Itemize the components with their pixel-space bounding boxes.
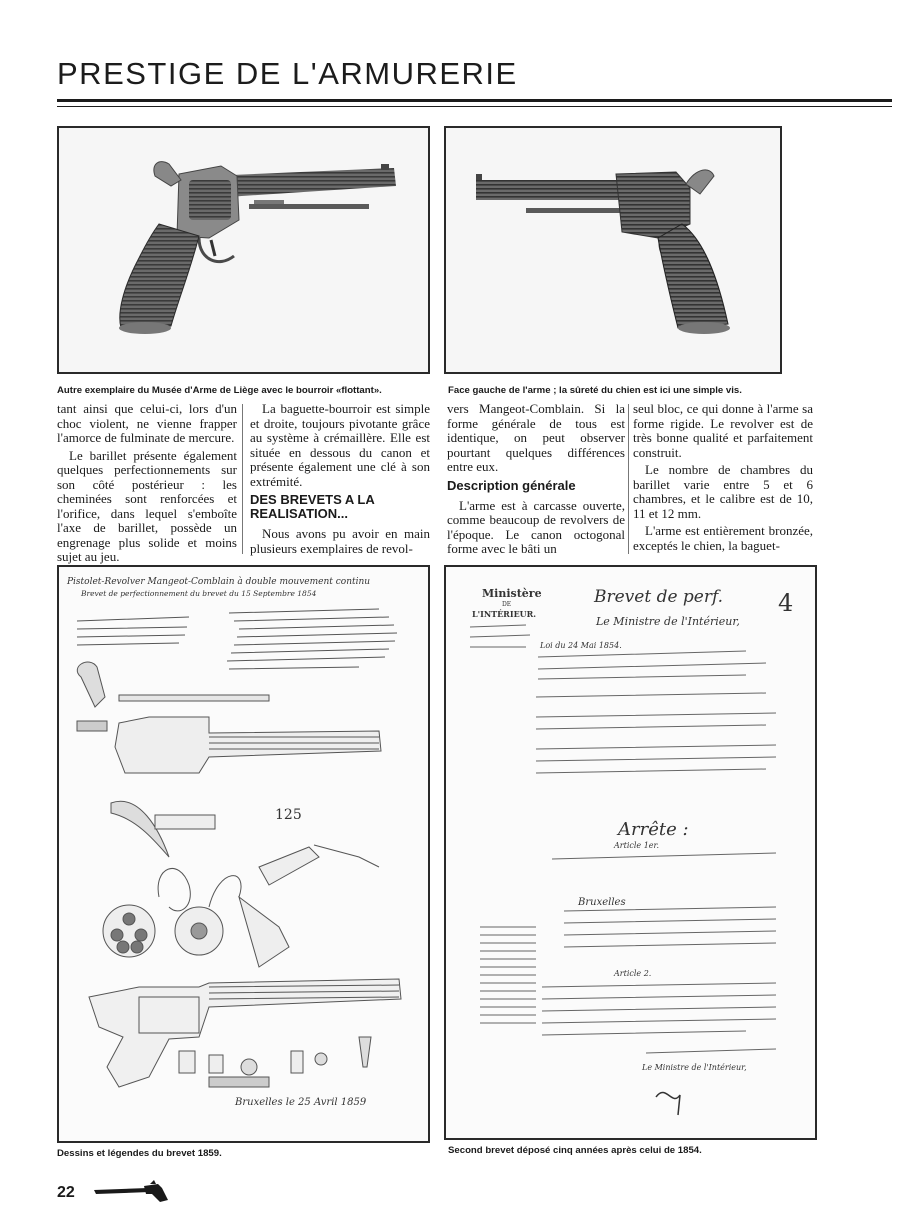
paragraph: La baguette-bourroir est simple et droite, toujours pivotante grâce au système à crémaillère. Elle est située en dessous du canon et présente également une clé à son extrémité. bbox=[250, 401, 430, 489]
patent-drawing-1859 bbox=[57, 565, 430, 1143]
section-heading: Description générale bbox=[447, 477, 576, 493]
text-column-2 bbox=[250, 402, 430, 559]
revolver-illustration bbox=[446, 128, 780, 372]
brevet-title: Brevet de perf. bbox=[594, 587, 724, 607]
drawing-heading: Pistolet-Revolver Mangeot-Comblain à double mouvement continu bbox=[67, 577, 371, 587]
text-column-4 bbox=[633, 402, 813, 556]
revolver-illustration bbox=[59, 128, 428, 372]
drawing-caption: Dessins et légendes du brevet 1859. bbox=[57, 1148, 222, 1159]
paragraph: tant ainsi que celui-ci, lors d'un choc violent, ne vienne frapper l'amorce de fulminate de mercure. bbox=[57, 401, 237, 445]
header-rule-thick bbox=[57, 99, 892, 102]
figure-number: 125 bbox=[275, 807, 302, 823]
place-label: Bruxelles bbox=[578, 897, 626, 908]
minister-heading: Le Ministre de l'Intérieur, bbox=[596, 615, 740, 628]
paragraph: Le barillet présente également quelques perfectionnements sur son côté postérieur : les cheminées sont renforcées et l'orifice, dans lequel s'emboîte l'axe de barillet, possède un engrenage plus solide et moins sujet au jeu. bbox=[57, 447, 237, 564]
paragraph: vers Mangeot-Comblain. Si la forme générale de tous est identique, on peut observer pourtant quelques différences entre eux. bbox=[447, 401, 625, 474]
article-2-label: Article 2. bbox=[614, 969, 652, 978]
patent-sketches bbox=[59, 567, 428, 1141]
law-reference: Loi du 24 Mai 1854. bbox=[540, 641, 622, 650]
text-column-1 bbox=[57, 402, 237, 568]
drawing-signature: Bruxelles le 25 Avril 1859 bbox=[235, 1097, 367, 1108]
pistol-icon bbox=[92, 1180, 170, 1204]
page-title: PRESTIGE DE L'ARMURERIE bbox=[57, 56, 518, 91]
photo-right-caption: Face gauche de l'arme ; la sûreté du chien est ici une simple vis. bbox=[448, 385, 742, 396]
arrete-label: Arrête : bbox=[618, 819, 689, 840]
page-number: 22 bbox=[57, 1184, 75, 1201]
text-column-3 bbox=[447, 402, 625, 560]
article-1-label: Article 1er. bbox=[614, 841, 660, 850]
column-divider bbox=[628, 404, 629, 554]
photo-left-caption: Autre exemplaire du Musée d'Arme de Liège avec le bourroir «flottant». bbox=[57, 385, 382, 396]
paragraph: L'arme est entièrement bronzée, exceptés le chien, la baguet- bbox=[633, 523, 813, 553]
closing-minister-line: Le Ministre de l'Intérieur, bbox=[642, 1063, 747, 1072]
paragraph: seul bloc, ce qui donne à l'arme sa forme rigide. Le revolver est de très bonne qualité et parfaitement construit. bbox=[633, 401, 813, 460]
ministry-de: DE bbox=[502, 601, 512, 608]
header-rule-thin bbox=[57, 106, 892, 107]
ministry-name: L'INTÉRIEUR. bbox=[472, 609, 537, 619]
drawing-subheading: Brevet de perfectionnement du brevet du 15 Septembre 1854 bbox=[81, 589, 317, 598]
revolver-photo-left-side bbox=[444, 126, 782, 374]
certificate-caption: Second brevet déposé cinq années après celui de 1854. bbox=[448, 1145, 702, 1156]
corner-mark: 4 bbox=[778, 589, 794, 617]
paragraph: L'arme est à carcasse ouverte, comme beaucoup de revolvers de l'époque. Le canon octogonal forme avec le bâti un bbox=[447, 497, 625, 556]
column-divider bbox=[242, 404, 243, 554]
revolver-photo-right-side bbox=[57, 126, 430, 374]
paragraph: Nous avons pu avoir en main plusieurs exemplaires de revol- bbox=[250, 526, 430, 556]
handwritten-lines bbox=[446, 567, 815, 1138]
section-heading: DES BREVETS A LA REALISATION... bbox=[250, 492, 375, 521]
paragraph: Le nombre de chambres du barillet varie entre 5 et 6 chambres, et le calibre est de 10, 11 et 12 mm. bbox=[633, 462, 813, 521]
patent-certificate bbox=[444, 565, 817, 1140]
ministry-label: Ministère bbox=[482, 587, 542, 600]
